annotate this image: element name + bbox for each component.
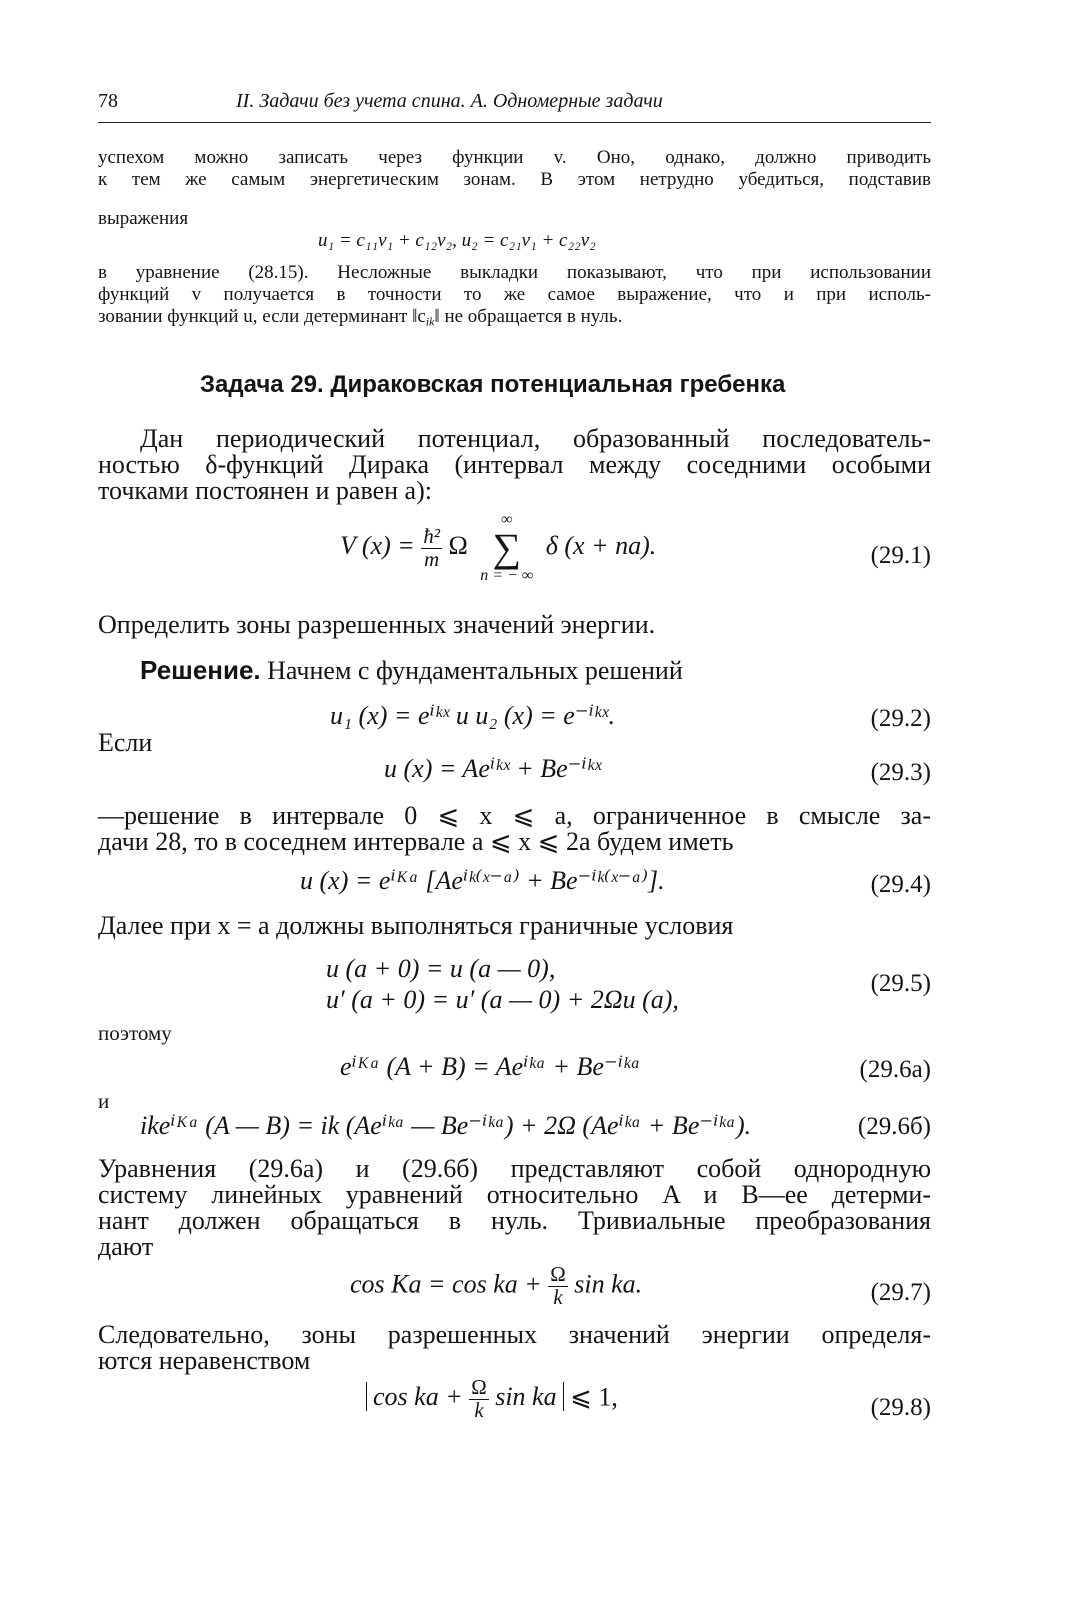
equation-number: (29.8) — [870, 1394, 931, 1421]
solution-line: дают — [98, 1232, 154, 1261]
intro-equation: u₁ = c₁₁v₁ + c₁₂v₂, u₂ = c₂₁v₁ + c₂₂v₂ — [318, 230, 596, 251]
equation-29-2: u₁ (x) = eⁱᵏˣ и u₂ (x) = e⁻ⁱᵏˣ. — [330, 701, 615, 730]
equation-29-4: u (x) = eⁱᴷᵃ [Aeⁱᵏ⁽ˣ⁻ᵃ⁾ + Be⁻ⁱᵏ⁽ˣ⁻ᵃ⁾]. — [300, 866, 665, 895]
intro-line: зовании функций u, если детерминант $‖c_{ik}‖$ не обращается в нуль. — [98, 306, 623, 329]
solution-line: Следовательно, зоны разрешенных значений энергии определя- — [98, 1320, 931, 1349]
solution-line: —решение в интервале 0 ⩽ x ⩽ a, ограниченное в смысле за- — [98, 801, 931, 830]
problem-statement — [98, 426, 931, 504]
solution-line: систему линейных уравнений относительно A и B—ее детерми- — [98, 1180, 931, 1209]
equation-number: (29.4) — [870, 871, 931, 898]
problem-title: Задача 29. Дираковская потенциальная гребенка — [200, 371, 786, 398]
intro-paragraph-top — [98, 147, 931, 191]
equation-29-8: cos ka + $\frac{\Omega}{k}$ sin ka ⩽ 1, — [366, 1377, 618, 1422]
statement-line: точками постоянен и равен a): — [98, 476, 432, 505]
solution-paragraph-d — [98, 1322, 931, 1374]
intro-line: функций v получается в точности то же самое выражение, что и при исполь- — [98, 284, 931, 305]
intro-line: выражения — [98, 208, 189, 229]
solution-paragraph-a — [98, 803, 931, 855]
solution-line: Уравнения (29.6а) и (29.6б) представляют собой однородную — [98, 1154, 931, 1183]
equation-29-6a: eⁱᴷᵃ (A + B) = Aeⁱᵏᵃ + Be⁻ⁱᵏᵃ — [340, 1052, 641, 1081]
therefore-word: поэтому — [98, 1021, 172, 1045]
page-number: 78 — [98, 90, 118, 112]
equation-number: (29.3) — [870, 759, 931, 786]
equation-number: (29.6а) — [859, 1056, 931, 1083]
intro-line: успехом можно записать через функции v. Оно, однако, должно приводить — [98, 147, 931, 168]
intro-line: в уравнение (28.15). Несложные выкладки показывают, что при использовании — [98, 262, 931, 283]
intro-paragraph-bottom — [98, 262, 931, 328]
equation-29-1: V (x) = $\frac{\text{ħ²}}{m}$ Ω ∞ ∑ n = − ∞ δ (x + na). — [340, 511, 657, 584]
and-word: и — [98, 1089, 110, 1113]
equation-29-3: u (x) = Aeⁱᵏˣ + Be⁻ⁱᵏˣ — [384, 754, 602, 783]
solution-paragraph-c — [98, 1156, 931, 1260]
equation-number: (29.5) — [870, 970, 931, 997]
equation-number: (29.2) — [870, 705, 931, 732]
if-word: Если — [98, 728, 153, 757]
solution-intro: Решение. Начнем с фундаментальных решений — [140, 655, 683, 685]
problem-task: Определить зоны разрешенных значений энергии. — [98, 610, 656, 639]
equation-number: (29.7) — [870, 1279, 931, 1306]
equation-29-6b: ikeⁱᴷᵃ (A — B) = ik (Aeⁱᵏᵃ — Be⁻ⁱᵏᵃ) + 2Ω (Aeⁱᵏᵃ + Be⁻ⁱᵏᵃ). — [140, 1111, 752, 1140]
running-header — [98, 88, 931, 123]
solution-paragraph-b: Далее при x = a должны выполняться граничные условия — [98, 911, 734, 940]
equation-number: (29.6б) — [857, 1113, 931, 1140]
solution-line: ются неравенством — [98, 1346, 311, 1375]
solution-line: нант должен обращаться в нуль. Тривиальные преобразования — [98, 1206, 931, 1235]
equation-29-5b: u′ (a + 0) = u′ (a — 0) + 2Ωu (a), — [326, 985, 679, 1014]
equation-29-5a: u (a + 0) = u (a — 0), — [326, 954, 556, 983]
equation-29-7: cos Ka = cos ka + $\frac{\Omega}{k}$ sin ka. — [350, 1263, 643, 1309]
statement-line: ностью δ-функций Дирака (интервал между соседними особыми — [98, 450, 931, 479]
solution-line: дачи 28, то в соседнем интервале a ⩽ x ⩽ 2a будем иметь — [98, 827, 734, 856]
equation-number: (29.1) — [870, 542, 931, 569]
running-title: II. Задачи без учета спина. А. Одномерные задачи — [236, 90, 663, 112]
intro-line: к тем же самым энергетическим зонам. В этом нетрудно убедиться, подставив — [98, 169, 931, 190]
statement-line: Дан периодический потенциал, образованный последователь- — [140, 424, 931, 453]
